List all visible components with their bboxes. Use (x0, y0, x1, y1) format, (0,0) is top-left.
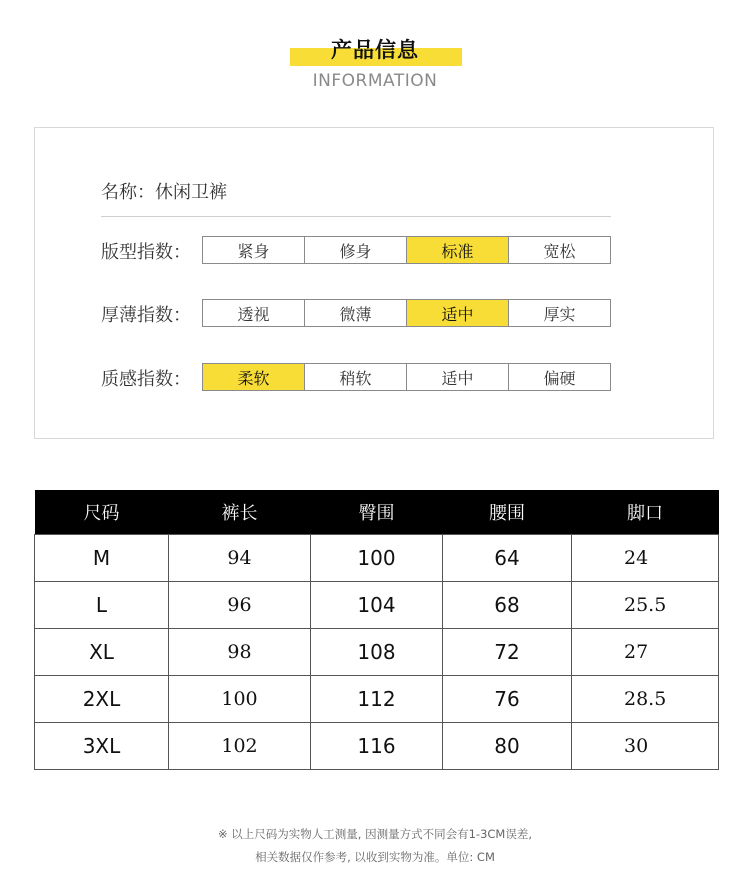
table-cell: 72 (443, 629, 572, 676)
index-option-selected: 适中 (407, 300, 509, 326)
table-row (35, 723, 719, 770)
index-label: 厚薄指数： (101, 305, 191, 326)
table-cell: 98 (169, 629, 311, 676)
size-table-header-cell: 臀围 (311, 490, 443, 535)
page-subtitle: INFORMATION (312, 71, 438, 91)
table-cell: 68 (443, 582, 572, 629)
product-name-label: 名称： (101, 182, 155, 203)
table-cell: 25.5 (572, 582, 719, 629)
index-option-selected: 标准 (407, 237, 509, 263)
table-cell: 80 (443, 723, 572, 770)
table-cell: 100 (311, 535, 443, 582)
table-cell: 2XL (35, 676, 169, 723)
size-table-header-cell: 尺码 (35, 490, 169, 535)
table-cell: 30 (572, 723, 719, 770)
size-table-header-cell: 裤长 (169, 490, 311, 535)
index-option: 微薄 (305, 300, 407, 326)
table-cell: 28.5 (572, 676, 719, 723)
table-cell: 96 (169, 582, 311, 629)
table-cell: XL (35, 629, 169, 676)
product-name-row (101, 178, 227, 204)
table-row (35, 582, 719, 629)
table-cell: 100 (169, 676, 311, 723)
size-table-header-row (35, 490, 719, 535)
product-info-card (34, 127, 714, 439)
index-option: 偏硬 (543, 368, 576, 388)
index-option: 适中 (407, 364, 509, 390)
index-label: 质感指数： (101, 369, 191, 390)
index-option: 修身 (305, 237, 407, 263)
table-cell: L (35, 582, 169, 629)
table-row (35, 629, 719, 676)
index-option: 稍软 (305, 364, 407, 390)
index-option: 紧身 (203, 237, 305, 263)
page-title: 产品信息 (331, 38, 419, 62)
size-table-header-cell: 脚口 (572, 490, 719, 535)
size-note-line-1: ※ 以上尺码为实物人工测量, 因测量方式不同会有1-3CM误差, (218, 827, 532, 841)
size-table-header-cell: 腰围 (443, 490, 572, 535)
index-option: 宽松 (543, 241, 576, 261)
table-cell: 94 (169, 535, 311, 582)
index-label: 版型指数： (101, 242, 191, 263)
table-cell: 116 (311, 723, 443, 770)
size-table (34, 490, 719, 770)
table-cell: 112 (311, 676, 443, 723)
table-row (35, 535, 719, 582)
table-row (35, 676, 719, 723)
size-note-line-2: 相关数据仅作参考, 以收到实物为准。单位: CM (255, 850, 495, 864)
index-option: 透视 (203, 300, 305, 326)
product-name-value: 休闲卫裤 (155, 182, 227, 203)
table-cell: 3XL (35, 723, 169, 770)
table-cell: 64 (443, 535, 572, 582)
index-scale (202, 299, 611, 327)
index-scale (202, 236, 611, 264)
section-header (0, 0, 750, 110)
name-divider (101, 216, 611, 217)
table-cell: 27 (572, 629, 719, 676)
index-option-selected: 柔软 (203, 364, 305, 390)
index-scale (202, 363, 611, 391)
table-cell: 102 (169, 723, 311, 770)
table-cell: 76 (443, 676, 572, 723)
table-cell: 108 (311, 629, 443, 676)
table-cell: 104 (311, 582, 443, 629)
table-cell: M (35, 535, 169, 582)
index-option: 厚实 (543, 304, 576, 324)
table-cell: 24 (572, 535, 719, 582)
